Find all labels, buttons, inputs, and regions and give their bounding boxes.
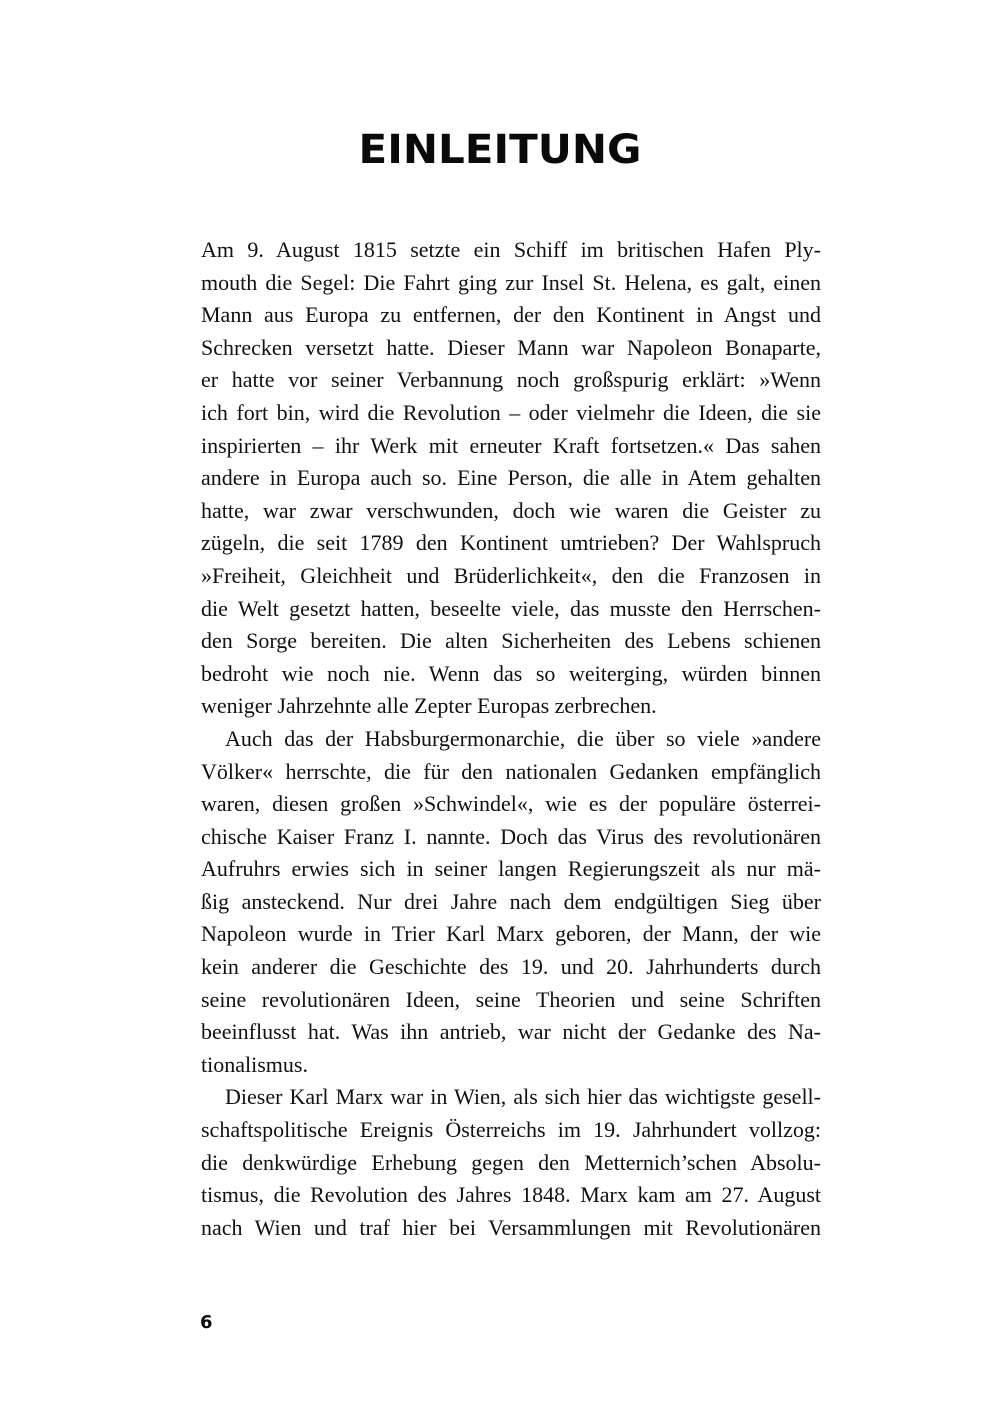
text-line: mouth die Segel: Die Fahrt ging zur Insel St. Helena, es galt, einen <box>201 269 821 295</box>
text-line: Schrecken versetzt hatte. Dieser Mann war Napoleon Bonaparte, <box>201 334 821 360</box>
text-line: schaftspolitische Ereignis Österreichs im 19. Jahrhundert vollzog: <box>201 1117 821 1143</box>
text-line: den Sorge bereiten. Die alten Sicherheiten des Lebens schienen <box>201 628 821 654</box>
paragraph <box>201 234 821 723</box>
page-number: 6 <box>200 1312 213 1333</box>
text-line: bedroht wie noch nie. Wenn das so weiterging, würden binnen <box>201 660 821 686</box>
chapter-body-text <box>201 234 821 1244</box>
text-line: Am 9. August 1815 setzte ein Schiff im britischen Hafen Ply- <box>201 237 821 262</box>
text-line: chische Kaiser Franz I. nannte. Doch das Virus des revolutionären <box>201 823 821 849</box>
text-line: hatte, war zwar verschwunden, doch wie waren die Geister zu <box>201 497 821 523</box>
text-line: tismus, die Revolution des Jahres 1848. Marx kam am 27. August <box>201 1182 821 1208</box>
text-line: zügeln, die seit 1789 den Kontinent umtrieben? Der Wahlspruch <box>201 530 821 556</box>
text-line: kein anderer die Geschichte des 19. und 20. Jahrhunderts durch <box>201 954 821 980</box>
text-line: er hatte vor seiner Verbannung noch großspurig erklärt: »Wenn <box>201 367 821 393</box>
text-line: nach Wien und traf hier bei Versammlungen mit Revolutionären <box>201 1214 821 1240</box>
paragraph <box>201 1081 821 1244</box>
text-line: weniger Jahrzehnte alle Zepter Europas zerbrechen. <box>201 693 657 719</box>
text-line: Dieser Karl Marx war in Wien, als sich hier das wichtigste gesell- <box>225 1084 821 1110</box>
text-line: ßig ansteckend. Nur drei Jahre nach dem endgültigen Sieg über <box>201 888 821 914</box>
text-line: tionalismus. <box>201 1051 308 1077</box>
paragraph <box>201 723 821 1082</box>
text-line: ich fort bin, wird die Revolution – oder vielmehr die Ideen, die sie <box>201 399 821 425</box>
text-line: beeinflusst hat. Was ihn antrieb, war nicht der Gedanke des Na- <box>201 1019 821 1045</box>
text-line: andere in Europa auch so. Eine Person, die alle in Atem gehalten <box>201 465 821 491</box>
text-line: »Freiheit, Gleichheit und Brüderlichkeit«, den die Franzosen in <box>201 562 821 588</box>
text-line: waren, diesen großen »Schwindel«, wie es der populäre österrei- <box>201 791 821 817</box>
chapter-heading: EINLEITUNG <box>358 127 642 173</box>
text-line: Völker« herrschte, die für den nationalen Gedanken empfänglich <box>201 758 821 784</box>
text-line: die denkwürdige Erhebung gegen den Metternich’schen Absolu- <box>201 1149 821 1175</box>
text-line: die Welt gesetzt hatten, beseelte viele, das musste den Herrschen- <box>201 595 821 621</box>
text-line: Napoleon wurde in Trier Karl Marx geboren, der Mann, der wie <box>201 921 821 947</box>
text-line: Aufruhrs erwies sich in seiner langen Regierungszeit als nur mä- <box>201 856 821 882</box>
text-line: Mann aus Europa zu entfernen, der den Kontinent in Angst und <box>201 302 821 328</box>
text-line: seine revolutionären Ideen, seine Theorien und seine Schriften <box>201 986 821 1012</box>
text-line: inspirierten – ihr Werk mit erneuter Kraft fortsetzen.« Das sahen <box>201 432 821 458</box>
text-line: Auch das der Habsburgermonarchie, die über so viele »andere <box>225 725 821 751</box>
